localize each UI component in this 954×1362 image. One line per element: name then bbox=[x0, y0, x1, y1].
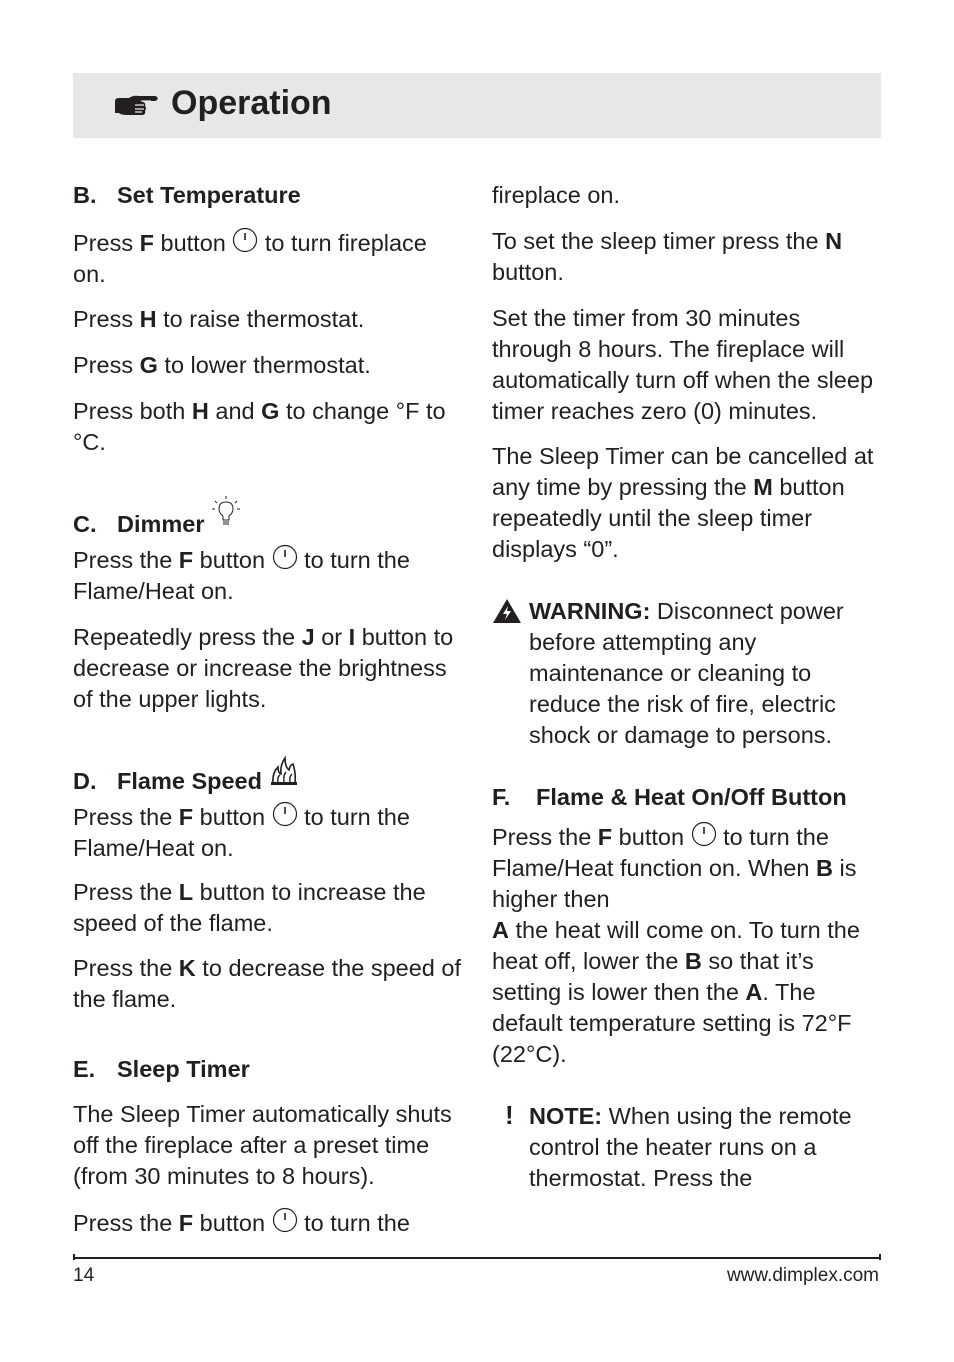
section-f-p1: Press the F button to turn the Flame/Heat function on. When B is higher then bbox=[492, 821, 884, 915]
section-e-p1: The Sleep Timer automatically shuts off the fireplace after a preset time (from 30 minutes to 8 hours). bbox=[73, 1101, 452, 1189]
section-e-p2-continued: fireplace on. bbox=[492, 182, 621, 208]
note-exclamation-mark: ! bbox=[505, 1100, 514, 1130]
note-block bbox=[492, 1101, 884, 1194]
section-d-p1: Press the F button to turn the Flame/Heat on. bbox=[73, 801, 465, 864]
page-title: Operation bbox=[171, 84, 332, 122]
section-f-heading: F. Flame & Heat On/Off Button bbox=[492, 784, 847, 810]
section-c-p2: Repeatedly press the J or I button to decrease or increase the brightness of the upper lights. bbox=[73, 624, 454, 712]
section-b-p4: Press both H and G to change °F to °C. bbox=[73, 398, 446, 455]
website-link: www.dimplex.com bbox=[726, 1265, 879, 1286]
section-d-p3: Press the K to decrease the speed of the flame. bbox=[73, 955, 461, 1012]
right-column bbox=[492, 180, 884, 1194]
footer-divider bbox=[73, 1257, 881, 1259]
warning-block bbox=[492, 596, 884, 751]
note-text: NOTE: When using the remote control the heater runs on a thermostat. Press the bbox=[529, 1103, 852, 1191]
flame-speed-icon bbox=[269, 755, 299, 787]
section-header-bar bbox=[73, 73, 881, 138]
section-b-p1: Press F button to turn fireplace on. bbox=[73, 227, 465, 290]
page-number: 14 bbox=[73, 1265, 95, 1286]
section-c-p1: Press the F button to turn the Flame/Heat on. bbox=[73, 544, 465, 607]
section-b-p3: Press G to lower thermostat. bbox=[73, 352, 371, 378]
light-bulb-icon bbox=[211, 496, 241, 530]
section-c-heading: C. Dimmer bbox=[73, 496, 465, 540]
section-b-p2: Press H to raise thermostat. bbox=[73, 306, 365, 332]
power-button-icon bbox=[232, 227, 258, 253]
section-d-heading: D. Flame Speed bbox=[73, 755, 465, 797]
section-e-p3: To set the sleep timer press the N button. bbox=[492, 228, 843, 285]
section-d-p2: Press the L button to increase the speed of the flame. bbox=[73, 879, 426, 936]
section-e-p4: Set the timer from 30 minutes through 8 hours. The fireplace will automatically turn off when the sleep timer reaches zero (0) minutes. bbox=[492, 305, 874, 424]
warning-triangle-icon bbox=[492, 598, 522, 624]
power-button-icon bbox=[272, 544, 298, 570]
section-b-heading: B. Set Temperature bbox=[73, 182, 301, 208]
left-column bbox=[73, 180, 465, 1239]
power-button-icon bbox=[272, 801, 298, 827]
pointing-hand-icon bbox=[113, 93, 159, 119]
warning-text: WARNING: Disconnect power before attempting any maintenance or cleaning to reduce the risk of fire, electric shock or damage to persons. bbox=[529, 598, 844, 748]
power-button-icon bbox=[272, 1207, 298, 1233]
section-f-p2: A the heat will come on. To turn the heat off, lower the B so that it’s setting is lower then the A. The default temperature setting is 72°F (22°C). bbox=[492, 917, 860, 1067]
section-e-p2: Press the F button to turn the bbox=[73, 1207, 465, 1239]
section-e-heading: E. Sleep Timer bbox=[73, 1056, 250, 1082]
power-button-icon bbox=[691, 821, 717, 847]
section-e-p5: The Sleep Timer can be cancelled at any time by pressing the M button repeatedly until the sleep timer displays “0”. bbox=[492, 443, 874, 562]
